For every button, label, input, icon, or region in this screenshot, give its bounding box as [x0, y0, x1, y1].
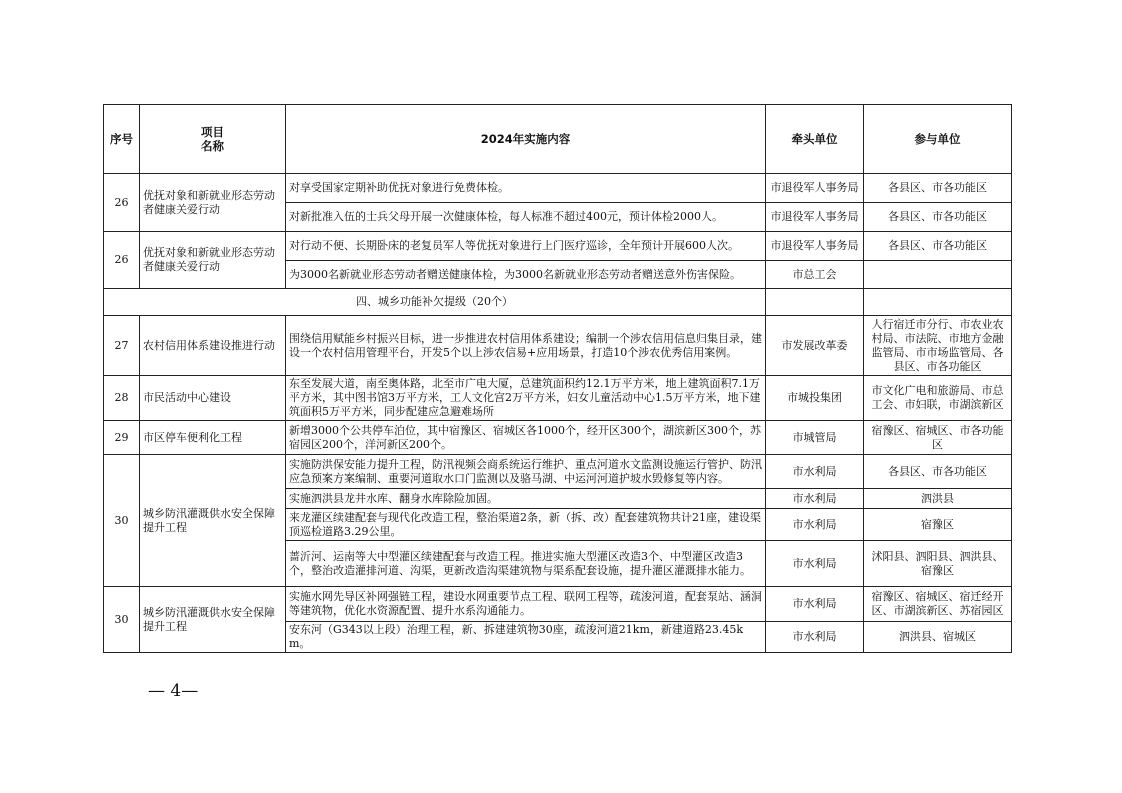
content-cell: 新增3000个公共停车泊位，其中宿豫区、宿城区各1000个，经开区300个，湖滨新区300个，苏宿园区200个，洋河新区200个。 — [286, 421, 766, 455]
implementation-table — [103, 104, 1012, 653]
content-cell: 蔷沂河、运南等大中型灌区续建配套与改造工程。推进实施大型灌区改造3个、中型灌区改造3个，整治改造灌排河道、沟渠，更新改造沟渠建筑物与渠系配套设施，提升灌区灌溉排水能力。 — [286, 541, 766, 587]
section-row — [104, 289, 1012, 316]
participant-units: 各县区、市各功能区 — [864, 203, 1012, 232]
row-number: 27 — [104, 316, 140, 376]
participant-units: 各县区、市各功能区 — [864, 174, 1012, 203]
row-number: 26 — [104, 232, 140, 289]
participant-units: 人行宿迁市分行、市农业农村局、市法院、市地方金融监管局、市市场监管局、各县区、市各功能区 — [864, 316, 1012, 376]
content-cell: 安东河（G343以上段）治理工程，新、拆建建筑物30座，疏浚河道21km，新建道路23.45km。 — [286, 622, 766, 653]
lead-unit: 市总工会 — [766, 261, 864, 289]
row-number: 30 — [104, 587, 140, 653]
lead-unit: 市城管局 — [766, 421, 864, 455]
table-row — [104, 455, 1012, 489]
row-number: 26 — [104, 174, 140, 232]
empty-cell — [766, 289, 864, 316]
header-item-line2: 名称 — [201, 139, 224, 153]
header-content: 2024年实施内容 — [286, 105, 766, 174]
content-cell: 围绕信用赋能乡村振兴目标，进一步推进农村信用体系建设；编制一个涉农信用信息归集目录，建设一个农村信用管理平台，开发5个以上涉农信易+应用场景，打造10个涉农优秀信用案例。 — [286, 316, 766, 376]
participant-units: 沭阳县、泗阳县、泗洪县、宿豫区 — [864, 541, 1012, 587]
empty-cell — [864, 289, 1012, 316]
lead-unit: 市退役军人事务局 — [766, 203, 864, 232]
project-name: 城乡防汛灌溉供水安全保障提升工程 — [140, 587, 286, 653]
project-name: 农村信用体系建设推进行动 — [140, 316, 286, 376]
content-cell: 实施水网先导区补网强链工程，建设水网重要节点工程、联网工程等，疏浚河道，配套泵站、涵洞等建筑物，优化水资源配置、提升水系沟通能力。 — [286, 587, 766, 622]
project-name: 城乡防汛灌溉供水安全保障提升工程 — [140, 455, 286, 587]
lead-unit: 市城投集团 — [766, 376, 864, 421]
lead-unit: 市水利局 — [766, 541, 864, 587]
content-cell: 实施泗洪县龙井水库、翻身水库除险加固。 — [286, 489, 766, 509]
project-name: 市区停车便利化工程 — [140, 421, 286, 455]
lead-unit: 市水利局 — [766, 489, 864, 509]
content-cell: 来龙灌区续建配套与现代化改造工程，整治渠道2条，新（拆、改）配套建筑物共计21座，建设渠顶巡检道路3.29公里。 — [286, 509, 766, 541]
participant-units: 宿豫区、宿城区、宿迁经开区、市湖滨新区、苏宿园区 — [864, 587, 1012, 622]
section-heading: 四、城乡功能补欠提级（20个） — [104, 289, 766, 316]
project-name: 优抚对象和新就业形态劳动者健康关爱行动 — [140, 174, 286, 232]
table-row — [104, 587, 1012, 622]
table-row — [104, 376, 1012, 421]
table-row — [104, 232, 1012, 261]
participant-units: 宿豫区 — [864, 509, 1012, 541]
lead-unit: 市退役军人事务局 — [766, 174, 864, 203]
content-cell: 为3000名新就业形态劳动者赠送健康体检，为3000名新就业形态劳动者赠送意外伤害保险。 — [286, 261, 766, 289]
lead-unit: 市水利局 — [766, 455, 864, 489]
participant-units: 市文化广电和旅游局、市总工会、市妇联，市湖滨新区 — [864, 376, 1012, 421]
content-cell: 东至发展大道，南至奥体路，北至市广电大厦，总建筑面积约12.1万平方米，地上建筑面积7.1万平方米，其中图书馆3万平方米，工人文化宫2万平方米，妇女儿童活动中心1.5万平方米，地下建筑面积5万平方米，同步配建应急避难场所 — [286, 376, 766, 421]
participant-units: 各县区、市各功能区 — [864, 232, 1012, 261]
lead-unit: 市水利局 — [766, 587, 864, 622]
participant-units: 宿豫区、宿城区、市各功能区 — [864, 421, 1012, 455]
lead-unit: 市水利局 — [766, 509, 864, 541]
project-name: 优抚对象和新就业形态劳动者健康关爱行动 — [140, 232, 286, 289]
header-participants: 参与单位 — [864, 105, 1012, 174]
content-cell: 对行动不便、长期卧床的老复员军人等优抚对象进行上门医疗巡诊，全年预计开展600人次。 — [286, 232, 766, 261]
table-row — [104, 316, 1012, 376]
lead-unit: 市发展改革委 — [766, 316, 864, 376]
page-number: — 4— — [148, 681, 199, 701]
table-header-row — [104, 105, 1012, 174]
header-item — [140, 105, 286, 174]
header-item-line1: 项目 — [201, 125, 224, 139]
participant-units: 各县区、市各功能区 — [864, 455, 1012, 489]
header-lead: 牵头单位 — [766, 105, 864, 174]
content-cell: 实施防洪保安能力提升工程，防汛视频会商系统运行维护、重点河道水文监测设施运行管护、防汛应急预案方案编制、重要河道取水口门监测以及骆马湖、中运河河道护坡水毁修复等内容。 — [286, 455, 766, 489]
row-number: 29 — [104, 421, 140, 455]
header-no: 序号 — [104, 105, 140, 174]
table-row — [104, 421, 1012, 455]
row-number: 28 — [104, 376, 140, 421]
participant-units: 泗洪县 — [864, 489, 1012, 509]
lead-unit: 市水利局 — [766, 622, 864, 653]
project-name: 市民活动中心建设 — [140, 376, 286, 421]
table-row — [104, 174, 1012, 203]
content-cell: 对享受国家定期补助优抚对象进行免费体检。 — [286, 174, 766, 203]
participant-units — [864, 261, 1012, 289]
content-cell: 对新批准入伍的士兵父母开展一次健康体检，每人标准不超过400元，预计体检2000人。 — [286, 203, 766, 232]
participant-units: 泗洪县、宿城区 — [864, 622, 1012, 653]
row-number: 30 — [104, 455, 140, 587]
lead-unit: 市退役军人事务局 — [766, 232, 864, 261]
